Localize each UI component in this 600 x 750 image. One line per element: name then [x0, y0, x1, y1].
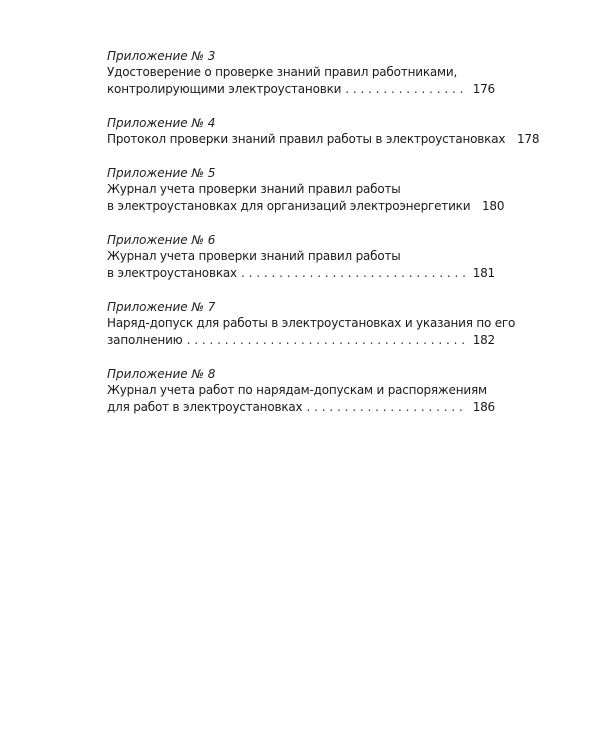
entry-title-text: для работ в электроустановках [107, 400, 303, 414]
toc-entry-appendix-8 [107, 366, 495, 416]
entry-title-text: контролирующими электроустановки [107, 82, 342, 96]
page-number: 186 [472, 400, 495, 414]
entry-title-line: Наряд-допуск для работы в электроустановках и указания по его [107, 316, 516, 330]
dot-leader [241, 265, 465, 282]
page-number: 182 [472, 333, 495, 347]
dot-leader [306, 399, 465, 416]
appendix-label: Приложение № 6 [107, 233, 216, 247]
appendix-label: Приложение № 3 [107, 49, 216, 63]
appendix-label: Приложение № 5 [107, 166, 216, 180]
toc-entry-appendix-4 [107, 115, 540, 148]
appendix-label: Приложение № 4 [107, 116, 216, 130]
appendix-label: Приложение № 8 [107, 367, 216, 381]
entry-title-text: Протокол проверки знаний правил работы в электроустановках [107, 132, 506, 146]
page-number: 178 [516, 132, 540, 146]
entry-title-text: в электроустановках для организаций электроэнергетики [107, 199, 471, 213]
entry-title-line: Журнал учета проверки знаний правил работы [107, 249, 401, 263]
dot-leader [187, 332, 465, 349]
page-number: 176 [472, 82, 495, 96]
entry-title-last-line [107, 81, 495, 98]
appendix-label: Приложение № 7 [107, 300, 216, 314]
entry-title-last-line [107, 332, 495, 349]
entry-title-last-line [107, 198, 505, 215]
page-number: 180 [482, 199, 505, 213]
toc-entry-appendix-6 [107, 232, 495, 282]
dot-leader [345, 81, 465, 98]
entry-title-last-line [107, 399, 495, 416]
entry-title-line: Удостоверение о проверке знаний правил работниками, [107, 65, 458, 79]
toc-entry-appendix-3 [107, 48, 495, 98]
toc-entry-appendix-5 [107, 165, 505, 215]
toc-entry-appendix-7 [107, 299, 516, 349]
page-number: 181 [472, 266, 495, 280]
table-of-contents [107, 48, 540, 433]
entry-title-text: в электроустановках [107, 266, 237, 280]
entry-title-last-line [107, 265, 495, 282]
entry-title-line: Журнал учета проверки знаний правил работы [107, 182, 401, 196]
entry-title-line: Журнал учета работ по нарядам-допускам и распоряжениям [107, 383, 487, 397]
entry-title-last-line [107, 131, 540, 148]
entry-title-text: заполнению [107, 333, 183, 347]
